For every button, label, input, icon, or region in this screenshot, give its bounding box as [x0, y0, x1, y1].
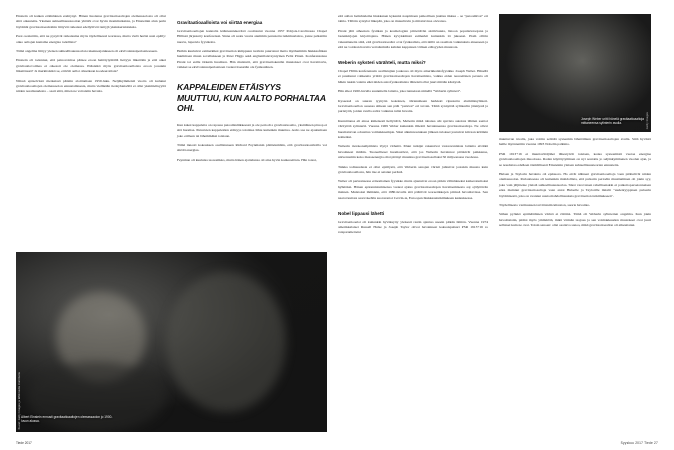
paragraph: Gravitaatioaaltojen kannalta käänteentekevästi osoittautui vuonna 1957 Pohjois-Carolinassa Chapel Hillissä järjestetty konferenssi. Sinne oli saatu vuotta aiemmin perustettu tutkimuslaitos, jonne palkattiin nuoria, lupaavia fyysikoita.	[177, 28, 327, 44]
paragraph: Heihin kuuluivat esimerkiksi gravitaation kimppuun tuolloin puurtanut matta myöhemmin hiukkasfiikan huulimaan muun sovellukseen ja Peter Higgs sekä englantilaisvsyntyinen Felix Pirani. Konferenssissa Pirani toi esille tärkeän huomion. Hän muistutti, että gravitaatiokentän muutokset ovat havaittavia, vaikkei se ekvivalenssiperiaatteen vuoksi itsessään ole fysikaalinen.	[177, 48, 327, 70]
paragraph: Kyseessä on suuren tyynyön kokoinen, ääriensikaan harkkati ripustettu alumiinisylinteri. Gravitaatioaallon osuessa siiheen sen pääi "putuvat" eri tavoin. Tämä synnyttää sylinteriin jänniystä ja puristyttä, joiden avulla aallot vaikutus tulisi havaita.	[338, 98, 488, 114]
paragraph: Siihen pyökkö epämääräinen värinä ei riittäisi. Tämä oli Weberin sylinterien ongelma. Kun jokin havaittaisiin, pitäisi myös ymmärtää, mikä värinän taajous ja sen voimakkuuden muutokset ovat juuri sellaiset kuin ne ovat. Toisin sanoen: olisi osattava sanoa, mikä gravitaatioaallon oli aiheuttanut.	[499, 212, 651, 228]
paragraph: Gravitaatioaalot oli kuitenkin hyväksytty yleisesti rastin ajantuo useein pitkän ilmiön. Vuonna 1974 amerikkalaiset Russell Hulse ja Joseph Taylor olivat havainneet kaksoispulsari PSR 1913+16 ro rataparametreist	[338, 219, 488, 235]
paragraph: Einstein oli kaiken eräänlainen erehtynyt. Hänen huolensa gravitaatioaaltojen olemassaolosta oli ollut siitä oikeutettu. Yksinen suhteellisuusteorian yhtälöt ovat hyvin monimutkaisia, ja Einsteinin alun perin löytämät gravitaatioaaltoihin liittyvät ratkaisut edellyttivät tiettyjä yksinkertaistuksia.	[16, 14, 166, 29]
paragraph: että aallon heilahtelema hiukkanen kykenisi naapimaan paikoillaan juuttuu tikkua – se "putoamivat" eri tahtia. Tällöin syntyisi liikepää, joka on muualtavin ja mitattavissa olevansa.	[338, 14, 488, 24]
paragraph: muuttuvan tavalla, joka voitiin selittää systeemin lähettämien gravitaatioaaltojen avulla. Siitä hyvästä heille myönnettiin vuonna 1993 Nobelin palkinto.	[499, 137, 651, 147]
paragraph: Puoi osoitettiin, että ne pysyivät ratkaisuina myös täydellisessä teoriassa, mutta vielä heräsi uusi epäily: onko aaltojen kantama energiaa todellista?	[16, 34, 166, 44]
photo-credit: Kuvat: Getty Images ja Wikimedia Commons	[18, 371, 21, 429]
page-footer	[16, 441, 658, 445]
section-heading: Gravitaatioaalloista voi siirtää energiaa	[177, 20, 263, 25]
paragraph: Hulsen ja Taylorin havainto oli epäsuora. Ho eivät nähneet gravitaatioaaltoja vaan päättelivät niiden olemassaolon. Periaatteessa oli kuitenkin mahdollista, että pulsarin periodin muuttuminen oli jokin syy, joka vain jäljittelee yleistä suhteellisuusteoriaa. Siksi varovaisen rehellisenakin ei paikoitopersetonneisen edes mainnut gravitaatioaaltoja vaan antoi Hulselle ja Taylorille mitalit "uudentyyppisen pulsarin löytämisestä, joka on avannut uusia mahdollisuuksia gravitaation tutkimukseen".	[499, 171, 651, 198]
photo-caption: Albert Einstein ennusti gravitaatioaaltojen olemassaolon jo 1900-luvun alussa.	[21, 414, 113, 424]
paragraph: Einstein oli todennut, että painovoimaa pääsee eroon heittäytymällä liettyyn liikettään ja että oikei gravitaatiovoimaa ei oikeasti ole olemassa. Pääsisikö myös gravitaatioaalloista eroon jossakin liikettäassä? Ja merkitsisikö se, ettiviät aallot olleetkaan koodeerottisia?	[16, 58, 166, 74]
paragraph: Tämä ongelma liittyy yleisen suhteellisuusteorian rakenneajatukseen oli ekvivalenssiperiaatteeseen.	[16, 48, 158, 53]
column-4	[499, 14, 651, 432]
paragraph: Hän alkoi 1960-luvulla suunnitella laitetta, joka tunnetaan nimellä "Weberin sylinteri".	[338, 89, 462, 94]
footer-left: Tiede 2017	[16, 441, 32, 445]
paragraph: Tämä innosti kokouksen osallistuneen Richard Feynmanin päättelemään, että gravitaatioaalloilla voi siirtää energiaa.	[177, 143, 327, 153]
paragraph: Chapel Hillin konferenssin osallistujien joukossa oli myös amerikkalaisfyysikko Joseph Weber. Hänellä ei puuttunut rohkeutta yrittää gravitaatioaaltojen havaitsemista, vaikka eiden teoreettinen perusta oli häkin tuskin valettu eikä niiden astrofysikaalisista lähteistä ollut juuri mitään käsitystä.	[338, 69, 488, 84]
section-heading: Nobel lippausi lähetti	[338, 210, 385, 216]
paragraph: Weberin rietokoneilpimista löytyi virheitä. Muut tutkijat rakensivat vastaavanlaisia laitteita eivätkä havainneet mitään. Tuoreellteset huomautivat, että jos Weberin havainnot pitäisivät paikkansa, universumin koko massaenergia olisi pitänyt muuntua gravitaatioaalloksi 50 miljoonassa vuodessa.	[338, 144, 488, 160]
column-3	[338, 14, 488, 432]
paragraph: Kun kaksi kappaletta on rapassa putoamisliikkeessä ja ole periodi a gravitaatioaalto, yksittäinen pituop ei sitä huomaa. Putuavien kappaleiden etäisyys toisiinsa lähte kuitenkin muuttua. Aalto saa ne ajautumaan joko erilleen tai lähemmäksi toisiaan.	[177, 122, 327, 138]
weber-cylinder-photo	[499, 14, 651, 132]
paragraph: Feynman oli kuuluisa teoreetikko, mutta hänen ajattelunsa oli aina hyvin konkreettista. Hän totesi,	[177, 157, 317, 162]
paragraph: Weber oli periaatteessa erinomainen fyysikko mutta ajautuivat eroon pitkin välinlaineksi katkerotumoksi hylkiöksi. Hänen epäonnistumisensa vuoksi ajatus gravitaatioaaltojen havaitsemisesta aaj ojälyttävän mainen. Muistoksi ihmiskin, että 1980-luvulla sitä päättivät teoreetikkojen piirissä havaittavissa. Sen naatoi kuitata saarvokehlla suoratontoi Cervin-ia, Euroopan hiukkasututkimuksen keskuksessa.	[338, 179, 488, 200]
photo-credit: Getty Images	[646, 111, 649, 129]
pull-quote: KAPPALEIDEN ETÄISYYS MUUTTUU, KUN AALTO PORHALTAA OHI.	[177, 82, 326, 114]
paragraph: Näissä epäselvissä merkeissä pääsiin aloittamaan 1950-luku. Neljäkymmentä vuotta oli kulunut gravitaatioaaltojen olemassaolon ennustamisesta, mutta vieläkään tiedeyhteisöllä ei ollut yksimielisyyttä niiden reaalisuudesta – saati siitä, miten ne voitaisiin havaita.	[16, 78, 166, 94]
section-heading: Weberin syksteri värähteli, mutta miksi?	[338, 60, 426, 66]
paragraph: Kunnittansa eli ainoa kimeisesti hellyttävä, Meberin mikä tahansa ohi ajavista autoista lähtien saattoi värityttää sylinteriä. Vuonna 1969 Weber kuitenkin ilmoitti havainneensa gravitaatioaaltoja. Ne olivat huomattavan odotettua voimakkaampia. Siksi alkuinnostuksen jälkeen tulokset joutuivat kiivaan kritiikin kohteiksi.	[338, 118, 488, 139]
einstein-photo	[16, 252, 327, 432]
paragraph: Täydellisesto varmuuteen tarvittaisiin kiistaton, suoria havainto.	[499, 202, 591, 207]
photo-caption: Joseph Weber uritti hänelä gravitaatioaaltoja mittaneensa sylinterin avulla.	[581, 116, 644, 126]
paragraph: Taikka todisuudesta ei ollut epäilystä, että Weberin sanojen värisit johtuivat jostakin muusta kuin gravitaatioaallosta, hän itse ei aatanut perästä.	[338, 164, 488, 174]
paragraph: PSR 1913+16 ei muuttavittäjähet lähestyivät toisiaan, koska systeemistä vuotaa energiaa gravitaatioaaltojen muodossa. Radan käyttäytyminen on nyt seurattu jo seljänkymmenen vuoden ajan, ja se noudattaa edelleen täsmällisesti Einsteinin yleisen suhteellisuusteorian ennusteita.	[499, 151, 651, 167]
footer-right: Syyskuu 2017 Tiede 27	[620, 441, 658, 445]
paragraph: Pirani jätti aiheensta fysiikan ja kosmologian piirtettävän aktiivisuuta, listoon populariotsojana ja lastenkirjojen kirjoittajana. Hänen kyvykkäinsä esimerkit kuitenkin iti jukaessi. Piam ollitin vakuuttuneita siitä, että gravitaatioaallot ovat fysikaalisia, että niillä on reaalisia vaikutuksia aineeseen ja että ne voidaan havaita vertailemalla kahden kappaleen välisen etäisyyden muutosta.	[338, 28, 488, 49]
